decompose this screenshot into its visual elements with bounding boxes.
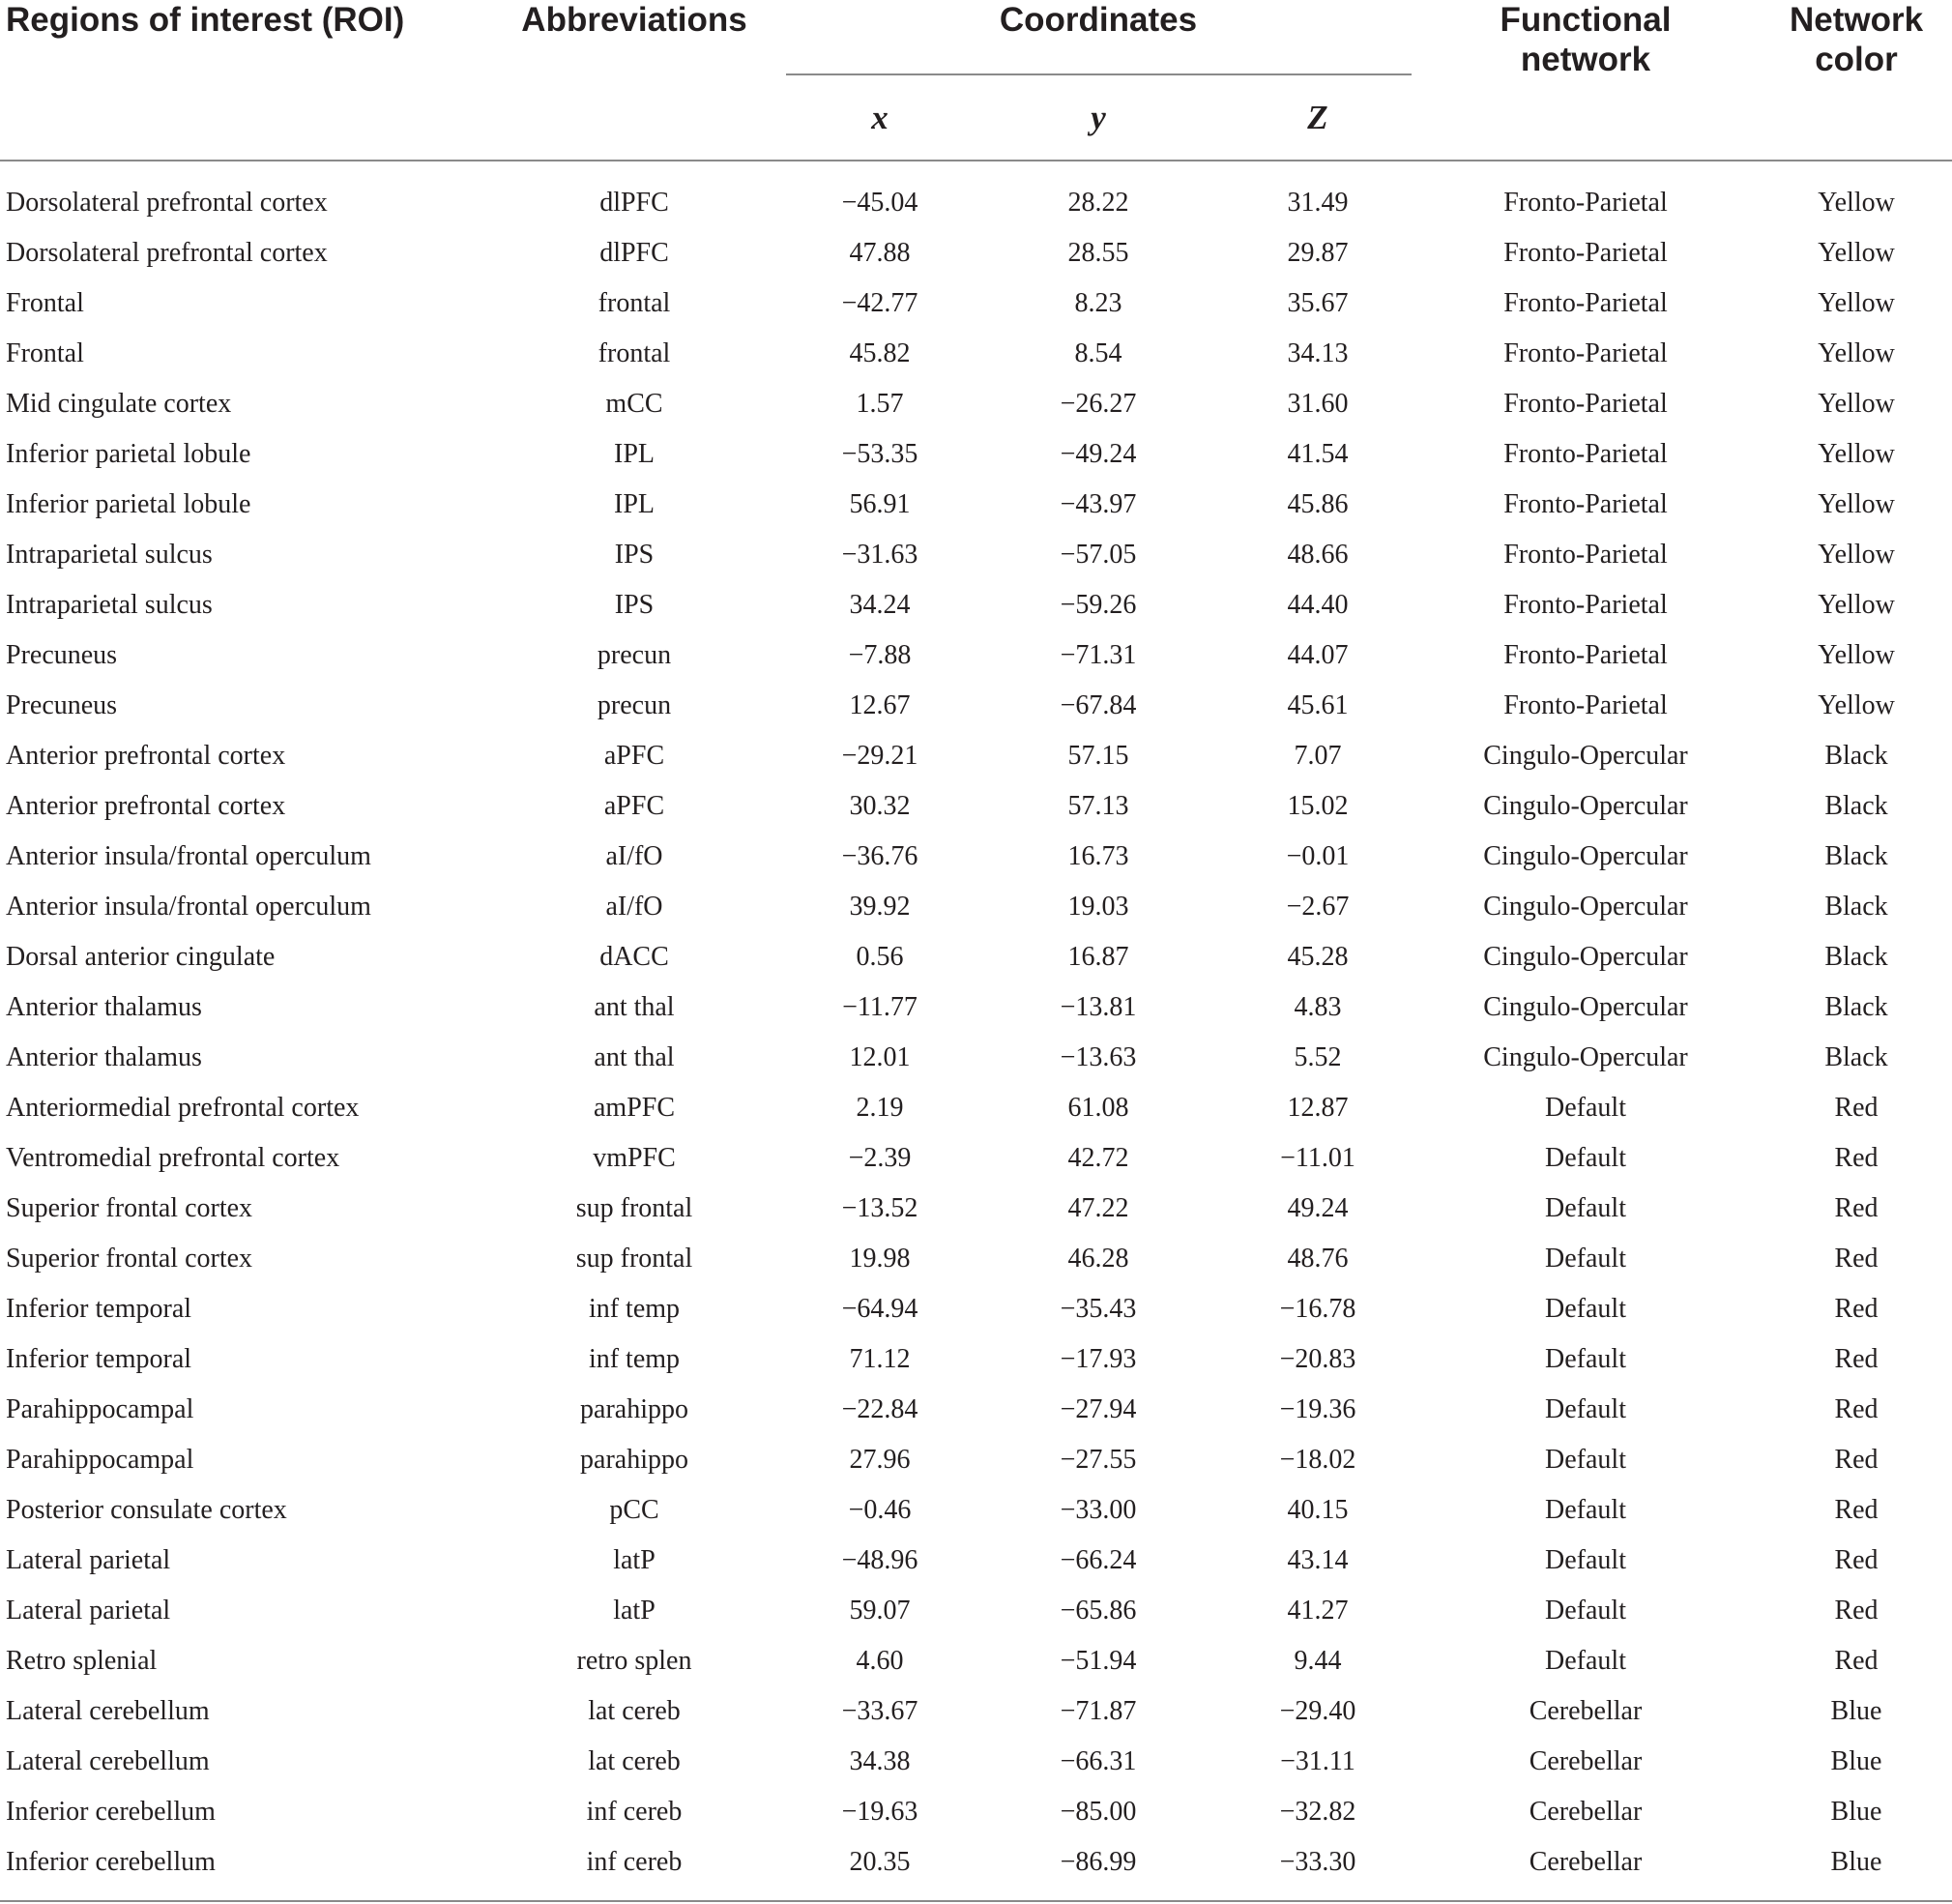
cell-x: −29.21: [841, 741, 918, 771]
table-row: [0, 1642, 1952, 1692]
cell-network-color: Black: [1824, 791, 1888, 821]
cell-z: 15.02: [1287, 791, 1349, 821]
cell-abbreviation: ant thal: [594, 1042, 675, 1072]
cell-functional-network: Fronto-Parietal: [1503, 188, 1668, 218]
cell-roi: Parahippocampal: [6, 1445, 194, 1475]
table-row: [0, 234, 1952, 284]
cell-network-color: Red: [1834, 1344, 1879, 1374]
cell-network-color: Yellow: [1818, 389, 1895, 419]
cell-network-color: Yellow: [1818, 188, 1895, 218]
cell-functional-network: Default: [1545, 1193, 1626, 1223]
cell-roi: Ventromedial prefrontal cortex: [6, 1143, 340, 1173]
table-row: [0, 1592, 1952, 1642]
table-bottom-rule: [0, 1900, 1952, 1902]
cell-functional-network: Default: [1545, 1545, 1626, 1575]
header-z: Z: [1307, 99, 1328, 136]
cell-x: −42.77: [841, 288, 918, 318]
cell-roi: Inferior cerebellum: [6, 1847, 216, 1877]
cell-abbreviation: IPL: [614, 439, 655, 469]
cell-roi: Superior frontal cortex: [6, 1244, 253, 1274]
cell-z: 44.07: [1287, 640, 1349, 670]
cell-roi: Posterior consulate cortex: [6, 1495, 287, 1525]
cell-z: 45.61: [1287, 690, 1349, 720]
cell-functional-network: Fronto-Parietal: [1503, 389, 1668, 419]
cell-functional-network: Fronto-Parietal: [1503, 439, 1668, 469]
cell-y: −17.93: [1060, 1344, 1137, 1374]
cell-abbreviation: mCC: [605, 389, 663, 419]
cell-z: 29.87: [1287, 238, 1349, 268]
cell-x: −36.76: [841, 841, 918, 871]
cell-roi: Anterior insula/frontal operculum: [6, 892, 371, 922]
cell-y: 42.72: [1067, 1143, 1129, 1173]
cell-roi: Precuneus: [6, 640, 118, 670]
cell-abbreviation: aI/fO: [605, 841, 663, 871]
table-row: [0, 1743, 1952, 1793]
cell-z: 45.28: [1287, 942, 1349, 972]
cell-y: 57.13: [1067, 791, 1129, 821]
cell-roi: Anterior thalamus: [6, 992, 202, 1022]
cell-z: −33.30: [1279, 1847, 1356, 1877]
header-functional-network: [1450, 0, 1721, 79]
cell-x: −2.39: [848, 1143, 912, 1173]
cell-network-color: Red: [1834, 1244, 1879, 1274]
table-row: [0, 184, 1952, 234]
header-y: y: [1091, 99, 1106, 136]
cell-x: 45.82: [849, 338, 911, 368]
cell-y: −51.94: [1060, 1646, 1137, 1676]
cell-z: 35.67: [1287, 288, 1349, 318]
cell-x: 2.19: [856, 1093, 904, 1123]
cell-z: 7.07: [1294, 741, 1342, 771]
table-row: [0, 1290, 1952, 1340]
cell-network-color: Yellow: [1818, 338, 1895, 368]
cell-roi: Lateral parietal: [6, 1545, 171, 1575]
table-row: [0, 335, 1952, 385]
cell-functional-network: Cerebellar: [1529, 1797, 1643, 1827]
cell-functional-network: Default: [1545, 1344, 1626, 1374]
cell-network-color: Blue: [1830, 1746, 1882, 1776]
cell-x: 27.96: [849, 1445, 911, 1475]
table-row: [0, 1793, 1952, 1843]
cell-functional-network: Default: [1545, 1596, 1626, 1626]
cell-roi: Retro splenial: [6, 1646, 158, 1676]
cell-z: −20.83: [1279, 1344, 1356, 1374]
cell-abbreviation: inf temp: [588, 1344, 681, 1374]
table-row: [0, 1039, 1952, 1089]
cell-roi: Anterior thalamus: [6, 1042, 202, 1072]
cell-functional-network: Cingulo-Opercular: [1483, 741, 1688, 771]
cell-x: 1.57: [856, 389, 904, 419]
cell-x: 0.56: [856, 942, 904, 972]
table-row: [0, 1340, 1952, 1391]
cell-abbreviation: amPFC: [593, 1093, 676, 1123]
cell-roi: Frontal: [6, 338, 84, 368]
cell-y: 16.73: [1067, 841, 1129, 871]
cell-x: 12.01: [849, 1042, 911, 1072]
table-row: [0, 888, 1952, 938]
cell-x: 20.35: [849, 1847, 911, 1877]
table-row: [0, 385, 1952, 435]
cell-network-color: Red: [1834, 1596, 1879, 1626]
cell-functional-network: Default: [1545, 1646, 1626, 1676]
cell-abbreviation: precun: [597, 640, 672, 670]
cell-y: −13.63: [1060, 1042, 1137, 1072]
cell-z: −19.36: [1279, 1394, 1356, 1424]
cell-functional-network: Cingulo-Opercular: [1483, 942, 1688, 972]
cell-roi: Lateral parietal: [6, 1596, 171, 1626]
cell-network-color: Red: [1834, 1294, 1879, 1324]
cell-y: 19.03: [1067, 892, 1129, 922]
cell-abbreviation: lat cereb: [588, 1696, 681, 1726]
cell-y: 28.22: [1067, 188, 1129, 218]
cell-z: 49.24: [1287, 1193, 1349, 1223]
header-coordinates: Coordinates: [999, 1, 1198, 39]
cell-y: −43.97: [1060, 489, 1137, 519]
cell-x: −19.63: [841, 1797, 918, 1827]
cell-z: −16.78: [1279, 1294, 1356, 1324]
table-row: [0, 1692, 1952, 1743]
cell-z: 48.76: [1287, 1244, 1349, 1274]
cell-network-color: Yellow: [1818, 288, 1895, 318]
cell-roi: Lateral cerebellum: [6, 1746, 210, 1776]
cell-functional-network: Cerebellar: [1529, 1696, 1643, 1726]
cell-functional-network: Fronto-Parietal: [1503, 238, 1668, 268]
table-row: [0, 787, 1952, 837]
header-functional-network-line1: Functional: [1500, 1, 1672, 39]
cell-network-color: Black: [1824, 841, 1888, 871]
cell-functional-network: Default: [1545, 1495, 1626, 1525]
cell-functional-network: Fronto-Parietal: [1503, 690, 1668, 720]
cell-x: 71.12: [849, 1344, 911, 1374]
table-row: [0, 284, 1952, 335]
cell-abbreviation: vmPFC: [593, 1143, 676, 1173]
cell-network-color: Red: [1834, 1545, 1879, 1575]
cell-network-color: Red: [1834, 1143, 1879, 1173]
table-row: [0, 636, 1952, 687]
cell-roi: Dorsolateral prefrontal cortex: [6, 238, 328, 268]
cell-functional-network: Cingulo-Opercular: [1483, 791, 1688, 821]
cell-network-color: Yellow: [1818, 439, 1895, 469]
table-row: [0, 586, 1952, 636]
header-roi: Regions of interest (ROI): [6, 1, 405, 39]
header-abbreviations: Abbreviations: [521, 1, 747, 39]
table-row: [0, 1441, 1952, 1491]
table-row: [0, 988, 1952, 1039]
table-body: [0, 184, 1952, 1893]
cell-z: 45.86: [1287, 489, 1349, 519]
cell-y: 47.22: [1067, 1193, 1129, 1223]
cell-y: 16.87: [1067, 942, 1129, 972]
cell-roi: Inferior temporal: [6, 1294, 192, 1324]
cell-network-color: Yellow: [1818, 640, 1895, 670]
table-row: [0, 485, 1952, 536]
cell-network-color: Red: [1834, 1495, 1879, 1525]
table-row: [0, 1240, 1952, 1290]
header-functional-network-line2: network: [1520, 41, 1651, 78]
header-network-color-line2: color: [1815, 41, 1898, 78]
cell-z: −2.67: [1286, 892, 1350, 922]
cell-y: −59.26: [1060, 590, 1137, 620]
table-row: [0, 1391, 1952, 1441]
cell-z: −11.01: [1280, 1143, 1355, 1173]
cell-abbreviation: latP: [613, 1596, 656, 1626]
cell-roi: Anterior prefrontal cortex: [6, 791, 286, 821]
cell-y: 8.23: [1074, 288, 1122, 318]
cell-x: −33.67: [841, 1696, 918, 1726]
cell-z: −31.11: [1280, 1746, 1355, 1776]
cell-functional-network: Cerebellar: [1529, 1847, 1643, 1877]
cell-x: 56.91: [849, 489, 911, 519]
cell-abbreviation: frontal: [597, 288, 671, 318]
cell-roi: Lateral cerebellum: [6, 1696, 210, 1726]
cell-z: 31.60: [1287, 389, 1349, 419]
cell-abbreviation: inf cereb: [586, 1797, 683, 1827]
cell-abbreviation: IPS: [614, 590, 655, 620]
cell-network-color: Blue: [1830, 1847, 1882, 1877]
cell-z: 31.49: [1287, 188, 1349, 218]
cell-functional-network: Fronto-Parietal: [1503, 540, 1668, 570]
cell-functional-network: Default: [1545, 1143, 1626, 1173]
table-row: [0, 938, 1952, 988]
cell-functional-network: Fronto-Parietal: [1503, 288, 1668, 318]
cell-abbreviation: dlPFC: [599, 238, 669, 268]
cell-network-color: Red: [1834, 1093, 1879, 1123]
cell-y: 8.54: [1074, 338, 1122, 368]
cell-functional-network: Fronto-Parietal: [1503, 489, 1668, 519]
cell-x: −64.94: [841, 1294, 918, 1324]
cell-network-color: Yellow: [1818, 238, 1895, 268]
cell-roi: Inferior cerebellum: [6, 1797, 216, 1827]
table-row: [0, 1843, 1952, 1893]
cell-roi: Superior frontal cortex: [6, 1193, 253, 1223]
cell-x: −22.84: [841, 1394, 918, 1424]
cell-y: −35.43: [1060, 1294, 1137, 1324]
cell-network-color: Red: [1834, 1394, 1879, 1424]
cell-x: 12.67: [849, 690, 911, 720]
cell-roi: Intraparietal sulcus: [6, 590, 213, 620]
cell-y: 61.08: [1067, 1093, 1129, 1123]
cell-y: −71.31: [1060, 640, 1137, 670]
header-x: x: [871, 99, 889, 136]
cell-abbreviation: parahippo: [580, 1445, 688, 1475]
header-divider: [0, 160, 1952, 161]
cell-abbreviation: sup frontal: [575, 1244, 693, 1274]
cell-z: −18.02: [1279, 1445, 1356, 1475]
coordinates-divider: [786, 73, 1412, 75]
cell-x: 34.24: [849, 590, 911, 620]
cell-abbreviation: retro splen: [576, 1646, 692, 1676]
table-row: [0, 687, 1952, 737]
cell-functional-network: Cingulo-Opercular: [1483, 892, 1688, 922]
cell-x: 19.98: [849, 1244, 911, 1274]
cell-z: 41.27: [1287, 1596, 1349, 1626]
cell-abbreviation: lat cereb: [588, 1746, 681, 1776]
cell-abbreviation: inf temp: [588, 1294, 681, 1324]
cell-roi: Inferior parietal lobule: [6, 489, 251, 519]
table-row: [0, 837, 1952, 888]
cell-x: 30.32: [849, 791, 911, 821]
cell-z: −29.40: [1279, 1696, 1356, 1726]
cell-network-color: Black: [1824, 741, 1888, 771]
cell-abbreviation: IPL: [614, 489, 655, 519]
cell-z: 4.83: [1294, 992, 1342, 1022]
table-row: [0, 1089, 1952, 1139]
cell-roi: Anteriormedial prefrontal cortex: [6, 1093, 360, 1123]
cell-network-color: Yellow: [1818, 690, 1895, 720]
cell-network-color: Blue: [1830, 1797, 1882, 1827]
cell-x: −13.52: [841, 1193, 918, 1223]
cell-y: −86.99: [1060, 1847, 1137, 1877]
cell-y: −67.84: [1060, 690, 1137, 720]
cell-network-color: Black: [1824, 992, 1888, 1022]
cell-network-color: Black: [1824, 1042, 1888, 1072]
cell-x: −0.46: [848, 1495, 912, 1525]
cell-y: −33.00: [1060, 1495, 1137, 1525]
cell-abbreviation: parahippo: [580, 1394, 688, 1424]
cell-functional-network: Cingulo-Opercular: [1483, 841, 1688, 871]
cell-functional-network: Default: [1545, 1445, 1626, 1475]
cell-y: 57.15: [1067, 741, 1129, 771]
cell-abbreviation: aPFC: [603, 741, 665, 771]
cell-network-color: Red: [1834, 1193, 1879, 1223]
table-row: [0, 435, 1952, 485]
cell-abbreviation: ant thal: [594, 992, 675, 1022]
cell-abbreviation: IPS: [614, 540, 655, 570]
cell-abbreviation: dlPFC: [599, 188, 669, 218]
cell-z: 5.52: [1294, 1042, 1342, 1072]
cell-z: 41.54: [1287, 439, 1349, 469]
cell-x: −31.63: [841, 540, 918, 570]
cell-abbreviation: precun: [597, 690, 672, 720]
cell-z: −32.82: [1279, 1797, 1356, 1827]
cell-roi: Intraparietal sulcus: [6, 540, 213, 570]
cell-network-color: Black: [1824, 942, 1888, 972]
cell-abbreviation: sup frontal: [575, 1193, 693, 1223]
cell-x: −53.35: [841, 439, 918, 469]
cell-network-color: Black: [1824, 892, 1888, 922]
cell-y: −57.05: [1060, 540, 1137, 570]
cell-roi: Dorsolateral prefrontal cortex: [6, 188, 328, 218]
cell-x: 4.60: [856, 1646, 904, 1676]
cell-y: −65.86: [1060, 1596, 1137, 1626]
cell-functional-network: Cingulo-Opercular: [1483, 1042, 1688, 1072]
cell-y: 28.55: [1067, 238, 1129, 268]
table-row: [0, 1491, 1952, 1541]
cell-x: −11.77: [842, 992, 918, 1022]
cell-functional-network: Default: [1545, 1294, 1626, 1324]
cell-abbreviation: aI/fO: [605, 892, 663, 922]
cell-y: −27.94: [1060, 1394, 1137, 1424]
cell-abbreviation: pCC: [609, 1495, 659, 1525]
cell-y: −49.24: [1060, 439, 1137, 469]
cell-abbreviation: dACC: [599, 942, 669, 972]
cell-roi: Inferior parietal lobule: [6, 439, 251, 469]
cell-y: −26.27: [1060, 389, 1137, 419]
cell-roi: Frontal: [6, 288, 84, 318]
cell-functional-network: Cingulo-Opercular: [1483, 992, 1688, 1022]
cell-z: −0.01: [1286, 841, 1350, 871]
cell-z: 12.87: [1287, 1093, 1349, 1123]
cell-x: 34.38: [849, 1746, 911, 1776]
cell-y: −66.31: [1060, 1746, 1137, 1776]
cell-y: −71.87: [1060, 1696, 1137, 1726]
cell-functional-network: Fronto-Parietal: [1503, 590, 1668, 620]
cell-x: 39.92: [849, 892, 911, 922]
cell-y: −85.00: [1060, 1797, 1137, 1827]
cell-y: 46.28: [1067, 1244, 1129, 1274]
table-row: [0, 1189, 1952, 1240]
cell-functional-network: Default: [1545, 1394, 1626, 1424]
cell-x: −48.96: [841, 1545, 918, 1575]
cell-x: −7.88: [848, 640, 912, 670]
cell-abbreviation: frontal: [597, 338, 671, 368]
table-row: [0, 1541, 1952, 1592]
cell-abbreviation: latP: [613, 1545, 656, 1575]
cell-abbreviation: aPFC: [603, 791, 665, 821]
cell-x: −45.04: [841, 188, 918, 218]
cell-roi: Anterior prefrontal cortex: [6, 741, 286, 771]
header-network-color-line1: Network: [1789, 1, 1924, 39]
cell-roi: Inferior temporal: [6, 1344, 192, 1374]
cell-functional-network: Fronto-Parietal: [1503, 338, 1668, 368]
cell-x: 59.07: [849, 1596, 911, 1626]
cell-roi: Dorsal anterior cingulate: [6, 942, 276, 972]
table-row: [0, 1139, 1952, 1189]
table-row: [0, 536, 1952, 586]
cell-roi: Precuneus: [6, 690, 118, 720]
cell-network-color: Red: [1834, 1445, 1879, 1475]
cell-functional-network: Default: [1545, 1093, 1626, 1123]
cell-z: 40.15: [1287, 1495, 1349, 1525]
cell-network-color: Yellow: [1818, 489, 1895, 519]
cell-y: −13.81: [1060, 992, 1137, 1022]
cell-y: −27.55: [1060, 1445, 1137, 1475]
cell-abbreviation: inf cereb: [586, 1847, 683, 1877]
cell-functional-network: Fronto-Parietal: [1503, 640, 1668, 670]
cell-roi: Mid cingulate cortex: [6, 389, 232, 419]
cell-z: 48.66: [1287, 540, 1349, 570]
cell-x: 47.88: [849, 238, 911, 268]
cell-functional-network: Default: [1545, 1244, 1626, 1274]
cell-z: 34.13: [1287, 338, 1349, 368]
cell-network-color: Blue: [1830, 1696, 1882, 1726]
cell-z: 43.14: [1287, 1545, 1349, 1575]
cell-y: −66.24: [1060, 1545, 1137, 1575]
table-row: [0, 737, 1952, 787]
cell-network-color: Red: [1834, 1646, 1879, 1676]
cell-functional-network: Cerebellar: [1529, 1746, 1643, 1776]
cell-network-color: Yellow: [1818, 540, 1895, 570]
cell-network-color: Yellow: [1818, 590, 1895, 620]
header-network-color: [1740, 0, 1952, 79]
cell-roi: Parahippocampal: [6, 1394, 194, 1424]
cell-z: 9.44: [1294, 1646, 1342, 1676]
cell-roi: Anterior insula/frontal operculum: [6, 841, 371, 871]
cell-z: 44.40: [1287, 590, 1349, 620]
